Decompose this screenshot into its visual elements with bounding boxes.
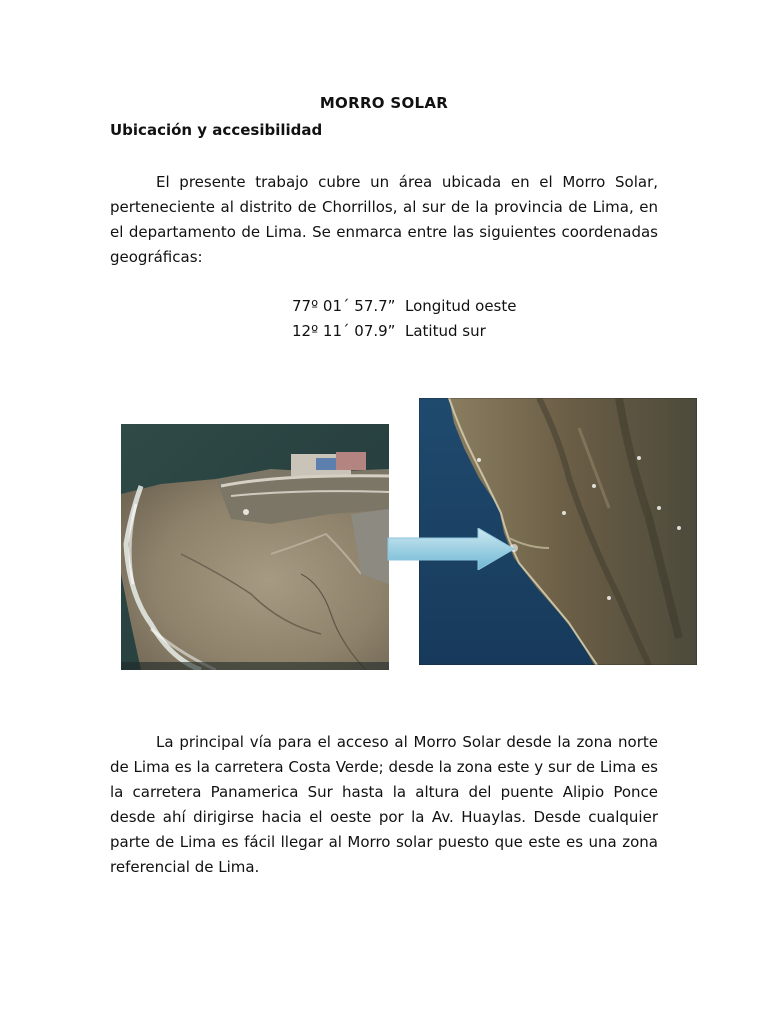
intro-paragraph (110, 170, 658, 270)
coordinate-latitude (292, 319, 516, 344)
coordinate-label: Longitud oeste (405, 297, 517, 315)
coordinate-value: 77º 01´ 57.7” (292, 297, 396, 315)
coordinate-label: Latitud sur (405, 322, 486, 340)
section-heading: Ubicación y accesibilidad (110, 121, 323, 139)
coordinate-longitude (292, 294, 516, 319)
satellite-image-morro-solar (121, 424, 389, 670)
coordinate-value: 12º 11´ 07.9” (292, 322, 396, 340)
arrow-icon (386, 528, 516, 570)
access-paragraph (110, 730, 658, 880)
satellite-image-morro-solar-graphic (121, 424, 389, 670)
access-paragraph-text: La principal vía para el acceso al Morro Solar desde la zona norte de Lima es la carretera Costa Verde; desde la zona este y sur de Lima es la carretera Panamerica Sur hasta la altura del puente Alipio Ponce desde ahí dirigirse hacia el oeste por la Av. Huaylas. Desde cualquier parte de Lima es fácil llegar al Morro solar puesto que este es una zona referencial de Lima. (110, 733, 658, 876)
page-title: MORRO SOLAR (319, 94, 449, 112)
intro-paragraph-text: El presente trabajo cubre un área ubicada en el Morro Solar, perteneciente al distrito de Chorrillos, al sur de la provincia de Lima, en el departamento de Lima. Se enmarca entre las siguientes coordenadas geográficas: (110, 173, 658, 266)
coordinates-block (292, 294, 516, 344)
